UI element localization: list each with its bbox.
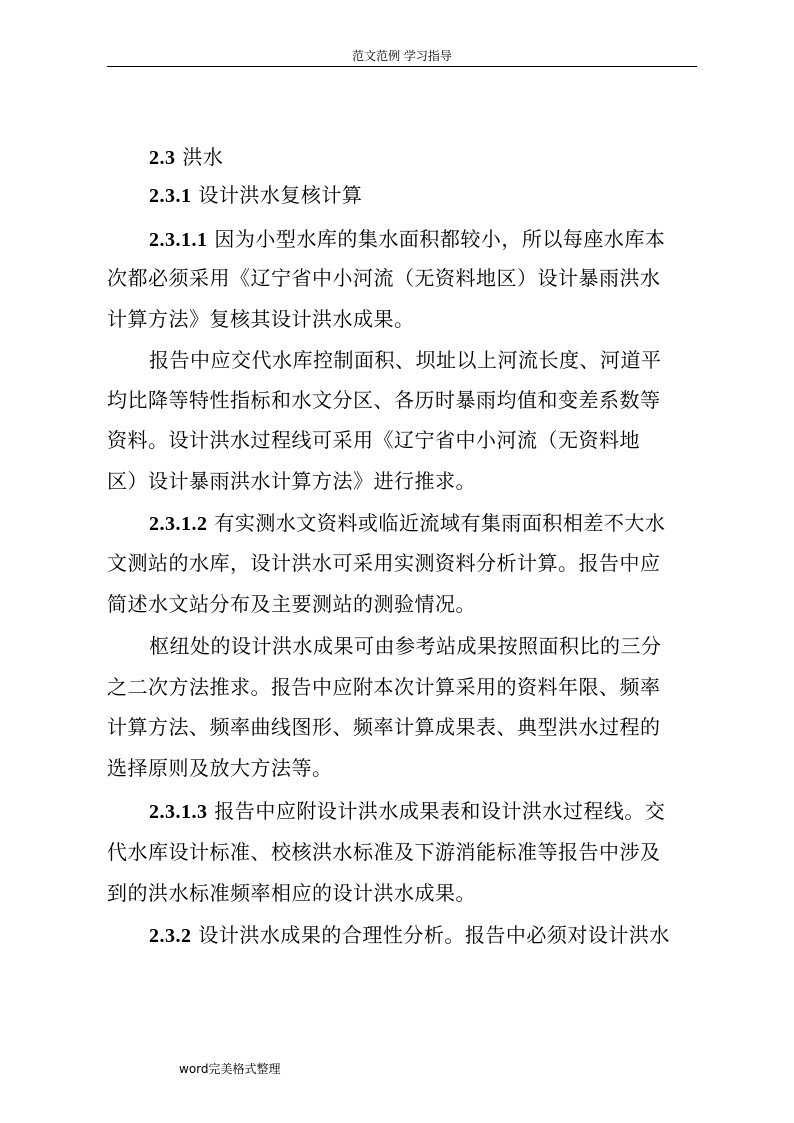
para-line: 代水库设计标准、校核洪水标准及下游消能标准等报告中涉及 (107, 840, 661, 864)
para-line (149, 797, 729, 826)
heading-2-3-1 (149, 181, 729, 210)
heading-2-3 (149, 143, 729, 172)
para-line: 枢纽处的设计洪水成果可由参考站成果按照面积比的三分 (149, 634, 662, 658)
heading-number: 2.3.1 (149, 185, 192, 207)
para-line: 到的洪水标准频率相应的设计洪水成果。 (107, 881, 476, 905)
para-line: 计算方法、频率曲线图形、频率计算成果表、典型洪水过程的 (107, 715, 661, 739)
para-line: 区）设计暴雨洪水计算方法》进行推求。 (107, 469, 476, 493)
para-text: 报告中应附设计洪水成果表和设计洪水过程线。交 (207, 799, 666, 823)
para-line (149, 225, 729, 254)
para-line: 文测站的水库，设计洪水可采用实测资料分析计算。报告中应 (107, 551, 661, 575)
heading-title: 洪水 (175, 145, 224, 169)
para-line: 均比降等特性指标和水文分区、各历时暴雨均值和变差系数等 (107, 388, 661, 412)
para-line (149, 921, 729, 950)
heading-number: 2.3 (149, 147, 176, 169)
clause-number: 2.3.2 (149, 925, 192, 947)
para-text: 因为小型水库的集水面积都较小，所以每座水库本 (207, 227, 666, 251)
para-line (149, 509, 729, 538)
para-line: 资料。设计洪水过程线可采用《辽宁省中小河流（无资料地 (107, 428, 640, 452)
clause-number: 2.3.1.3 (149, 801, 208, 823)
clause-number: 2.3.1.2 (149, 513, 208, 535)
para-line: 次都必须采用《辽宁省中小河流（无资料地区）设计暴雨洪水 (107, 266, 661, 290)
header-text: 范文范例 学习指导 (352, 49, 452, 63)
para-line: 选择原则及放大方法等。 (107, 756, 333, 780)
clause-number: 2.3.1.1 (149, 229, 208, 251)
page-footer: word完美格式整理 (179, 1062, 281, 1076)
page-header (107, 44, 697, 67)
para-text: 设计洪水成果的合理性分析。报告中必须对设计洪水 (191, 923, 670, 947)
para-line: 报告中应交代水库控制面积、坝址以上河流长度、河道平 (149, 348, 662, 372)
para-line: 计算方法》复核其设计洪水成果。 (107, 307, 415, 331)
heading-title: 设计洪水复核计算 (191, 183, 363, 207)
para-line: 之二次方法推求。报告中应附本次计算采用的资料年限、频率 (107, 675, 661, 699)
para-line: 简述水文站分布及主要测站的测验情况。 (107, 592, 476, 616)
para-text: 有实测水文资料或临近流域有集雨面积相差不大水 (207, 511, 666, 535)
